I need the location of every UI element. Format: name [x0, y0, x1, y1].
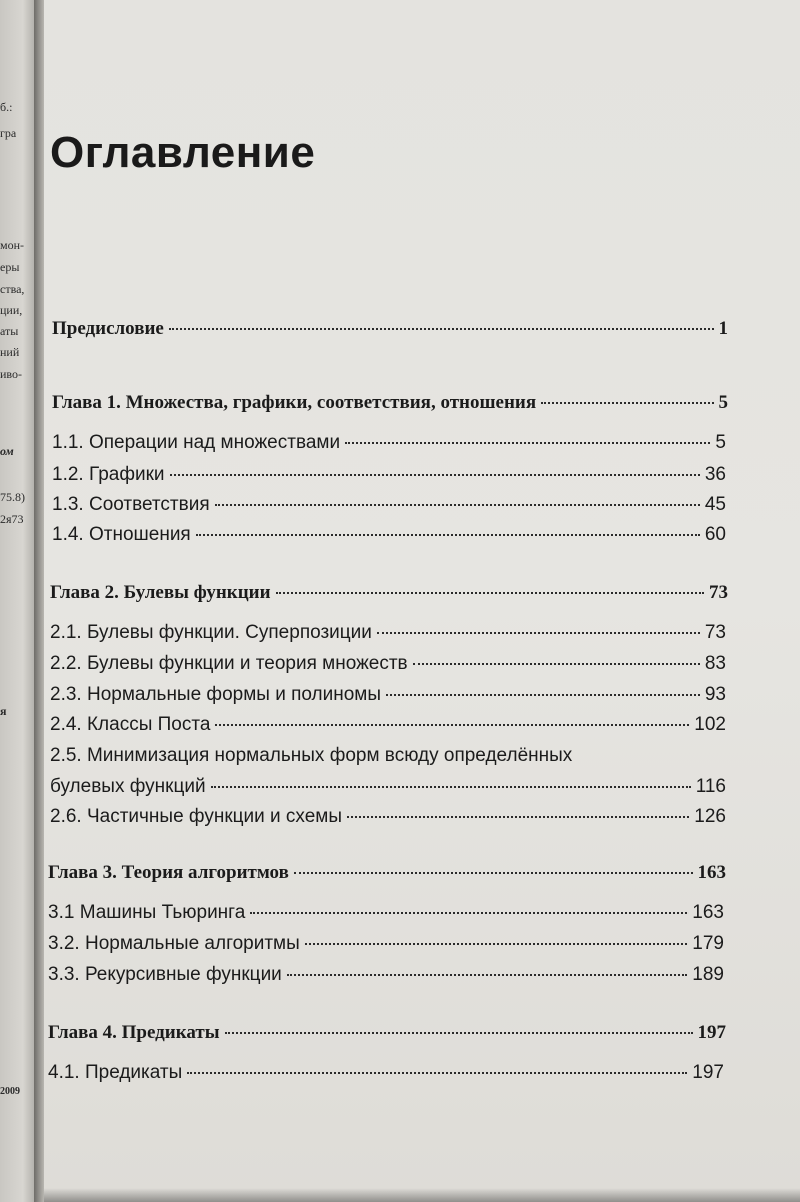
dot-leader: [413, 663, 700, 665]
toc-entry-page: 5: [718, 392, 728, 413]
toc-entry-label: Предисловие: [52, 318, 164, 339]
toc-entry-chapter-4[interactable]: [48, 1022, 726, 1044]
dot-leader: [377, 632, 700, 634]
dot-leader: [287, 974, 688, 976]
toc-entry-section-2-2[interactable]: [50, 653, 726, 675]
toc-entry-page: 93: [704, 684, 726, 705]
dot-leader: [170, 474, 700, 476]
dot-leader: [305, 943, 688, 945]
left-page-fragment: б.:: [0, 100, 13, 114]
toc-entry-page: 73: [704, 622, 726, 643]
left-page-fragment: мон-: [0, 238, 25, 252]
toc-entry-label: Глава 4. Предикаты: [48, 1022, 220, 1043]
left-page-fragment: аты: [0, 324, 19, 338]
toc-entry-page: 197: [692, 1062, 724, 1083]
toc-entry-section-2-6[interactable]: [50, 806, 726, 828]
toc-entry-label: 4.1. Предикаты: [48, 1062, 183, 1083]
dot-leader: [294, 872, 693, 874]
toc-entry-preface[interactable]: [52, 318, 728, 340]
toc-entry-section-3-1[interactable]: [48, 902, 724, 924]
contents-page: [44, 0, 800, 1202]
toc-entry-label: 3.2. Нормальные алгоритмы: [48, 933, 300, 954]
dot-leader: [386, 694, 700, 696]
toc-entry-label: 2.1. Булевы функции. Суперпозиции: [50, 622, 372, 643]
toc-entry-page: 179: [692, 933, 724, 954]
toc-entry-label: Глава 1. Множества, графики, соответствия, отношения: [52, 392, 537, 413]
dot-leader: [187, 1072, 687, 1074]
dot-leader: [225, 1032, 693, 1034]
toc-entry-page: 189: [692, 964, 724, 985]
dot-leader: [345, 442, 710, 444]
dot-leader: [211, 786, 691, 788]
left-page-fragment: ом: [0, 444, 14, 458]
toc-entry-label: 2.6. Частичные функции и схемы: [50, 806, 342, 827]
toc-entry-chapter-3[interactable]: [48, 862, 726, 884]
toc-entry-section-1-1[interactable]: [52, 432, 726, 454]
toc-entry-page: 60: [704, 524, 726, 545]
left-page-fragment: еры: [0, 260, 20, 274]
dot-leader: [196, 534, 700, 536]
left-page-fragment: гра: [0, 126, 17, 140]
toc-entry-page: 116: [695, 776, 726, 797]
toc-entry-page: 36: [704, 464, 726, 485]
toc-entry-section-3-3[interactable]: [48, 964, 724, 986]
toc-entry-section-1-3[interactable]: [52, 494, 726, 516]
toc-entry-page: 5: [715, 432, 726, 453]
toc-entry-page: 163: [697, 862, 726, 883]
toc-entry-section-2-1[interactable]: [50, 622, 726, 644]
toc-entry-section-2-5[interactable]: [50, 776, 726, 798]
left-page-fragment: 75.8): [0, 490, 25, 504]
toc-entry-section-2-5-line1[interactable]: 2.5. Минимизация нормальных форм всюду определённых: [50, 745, 573, 766]
toc-entry-label: Глава 2. Булевы функции: [50, 582, 271, 603]
left-page-fragment: ства,: [0, 282, 25, 296]
left-page-fragment: иво-: [0, 367, 23, 381]
toc-entry-page: 197: [697, 1022, 726, 1043]
toc-entry-page: 163: [692, 902, 724, 923]
dot-leader: [215, 724, 689, 726]
toc-entry-label: 2.3. Нормальные формы и полиномы: [50, 684, 382, 705]
toc-entry-page: 83: [704, 653, 726, 674]
toc-entry-label: 2.4. Классы Поста: [50, 714, 211, 735]
dot-leader: [250, 912, 687, 914]
toc-entry-chapter-2[interactable]: [50, 582, 728, 604]
toc-entry-page: 73: [709, 582, 728, 603]
toc-entry-label: булевых функций: [50, 776, 206, 797]
left-page-fragment: 2я73: [0, 512, 24, 526]
left-page-fragment: я: [0, 704, 7, 718]
toc-entry-label: 3.3. Рекурсивные функции: [48, 964, 282, 985]
toc-entry-page: 102: [694, 714, 726, 735]
dot-leader: [541, 402, 713, 404]
toc-entry-label: 1.3. Соответствия: [52, 494, 210, 515]
dot-leader: [215, 504, 700, 506]
toc-entry-section-2-3[interactable]: [50, 684, 726, 706]
toc-entry-label: 1.4. Отношения: [52, 524, 191, 545]
toc-entry-section-1-2[interactable]: [52, 464, 726, 486]
page-bottom-shadow: [44, 1188, 800, 1202]
toc-entry-page: 45: [704, 494, 726, 515]
dot-leader: [169, 328, 714, 330]
toc-entry-page: 126: [694, 806, 726, 827]
dot-leader: [276, 592, 704, 594]
toc-entry-chapter-1[interactable]: [52, 392, 728, 414]
page-title: Оглавление: [50, 128, 316, 177]
toc-entry-label: 2.2. Булевы функции и теория множеств: [50, 653, 408, 674]
toc-entry-section-4-1[interactable]: [48, 1062, 724, 1084]
toc-entry-label: 1.1. Операции над множествами: [52, 432, 341, 453]
toc-entry-section-2-4[interactable]: [50, 714, 726, 736]
toc-entry-label: 1.2. Графики: [52, 464, 165, 485]
toc-entry-label: Глава 3. Теория алгоритмов: [48, 862, 289, 883]
toc-entry-label: 3.1 Машины Тьюринга: [48, 902, 246, 923]
toc-entry-section-3-2[interactable]: [48, 933, 724, 955]
dot-leader: [347, 816, 689, 818]
left-page-fragment: ний: [0, 345, 20, 359]
toc-entry-page: 1: [718, 318, 728, 339]
left-page-edge: [0, 0, 38, 1202]
toc-entry-section-1-4[interactable]: [52, 524, 726, 546]
left-page-fragment: 2009: [0, 1086, 20, 1097]
left-page-fragment: ции,: [0, 303, 23, 317]
